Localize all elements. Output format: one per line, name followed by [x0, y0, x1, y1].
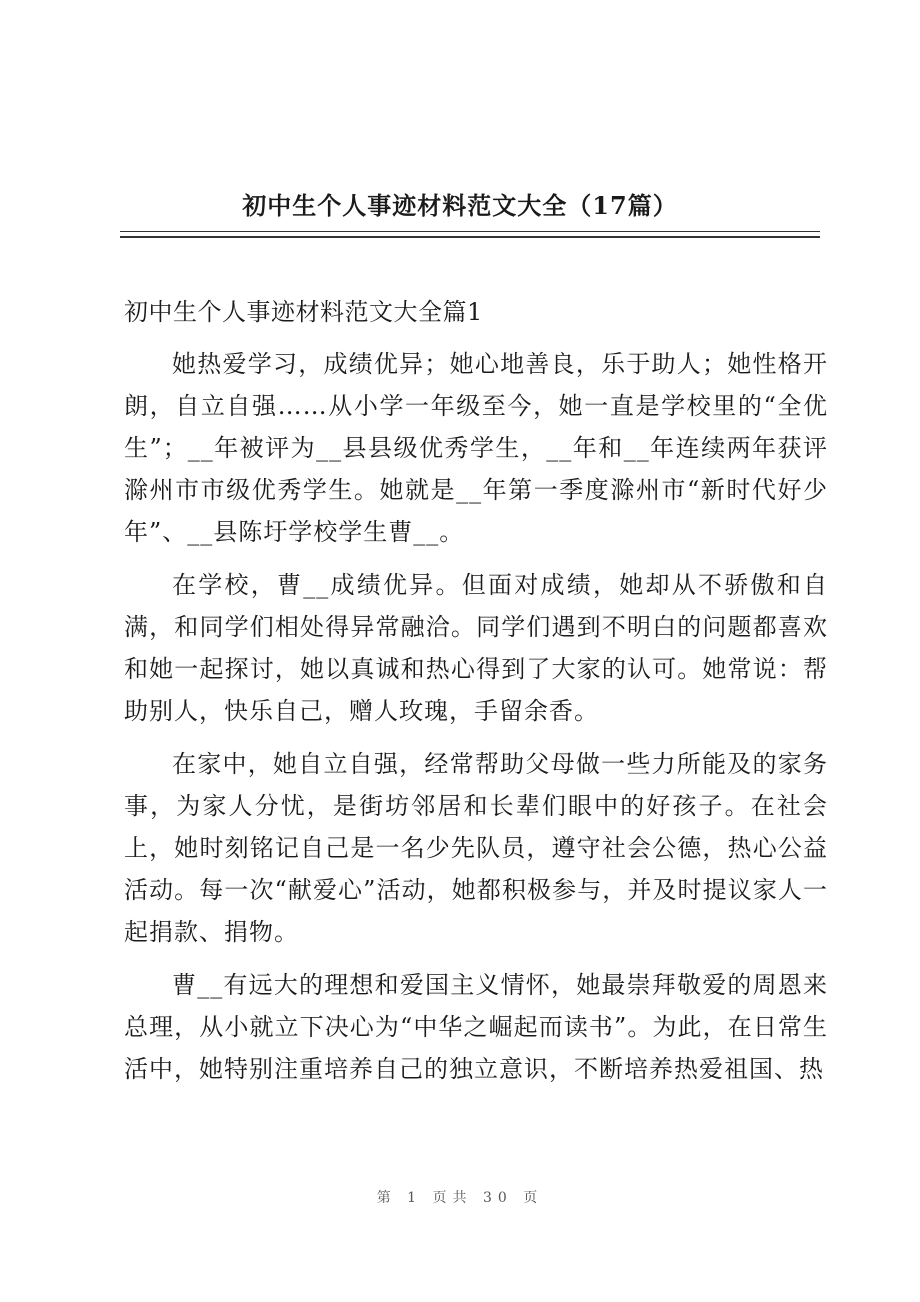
body-paragraph-3: 在家中，她自立自强，经常帮助父母做一些力所能及的家务事，为家人分忧，是街坊邻居和长辈们眼中的好孩子。在社会上，她时刻铭记自己是一名少先队员，遵守社会公德，热心公益活动。每一次“献爱心”活动，她都积极参与，并及时提议家人一起捐款、捐物。 — [124, 750, 828, 946]
title-double-rule — [120, 231, 820, 238]
document-title: 初中生个人事迹材料范文大全（17篇） — [242, 191, 678, 220]
body-paragraph-2: 在学校，曹__成绩优异。但面对成绩，她却从不骄傲和自满，和同学们相处得异常融洽。同学们遇到不明白的问题都喜欢和她一起探讨，她以真诚和热心得到了大家的认可。她常说：帮助别人，快乐自己，赠人玫瑰，手留余香。 — [124, 571, 828, 725]
section-heading: 初中生个人事迹材料范文大全篇1 — [124, 298, 483, 326]
page-number-text: 第 1 页共 30 页 — [376, 1190, 544, 1206]
body-paragraph-1: 她热爱学习，成绩优异；她心地善良，乐于助人；她性格开朗，自立自强……从小学一年级至今，她一直是学校里的“全优生”；__年被评为__县县级优秀学生，__年和__年连续两年获评滁州市市级优秀学生。她就是__年第一季度滁州市“新时代好少年”、__县陈圩学校学生曹__。 — [124, 350, 828, 546]
body-paragraph-4: 曹__有远大的理想和爱国主义情怀，她最崇拜敬爱的周恩来总理，从小就立下决心为“中华之崛起而读书”。为此，在日常生活中，她特别注重培养自己的独立意识，不断培养热爱祖国、热 — [124, 971, 828, 1083]
document-body — [124, 292, 828, 1101]
page-footer — [0, 1186, 920, 1210]
